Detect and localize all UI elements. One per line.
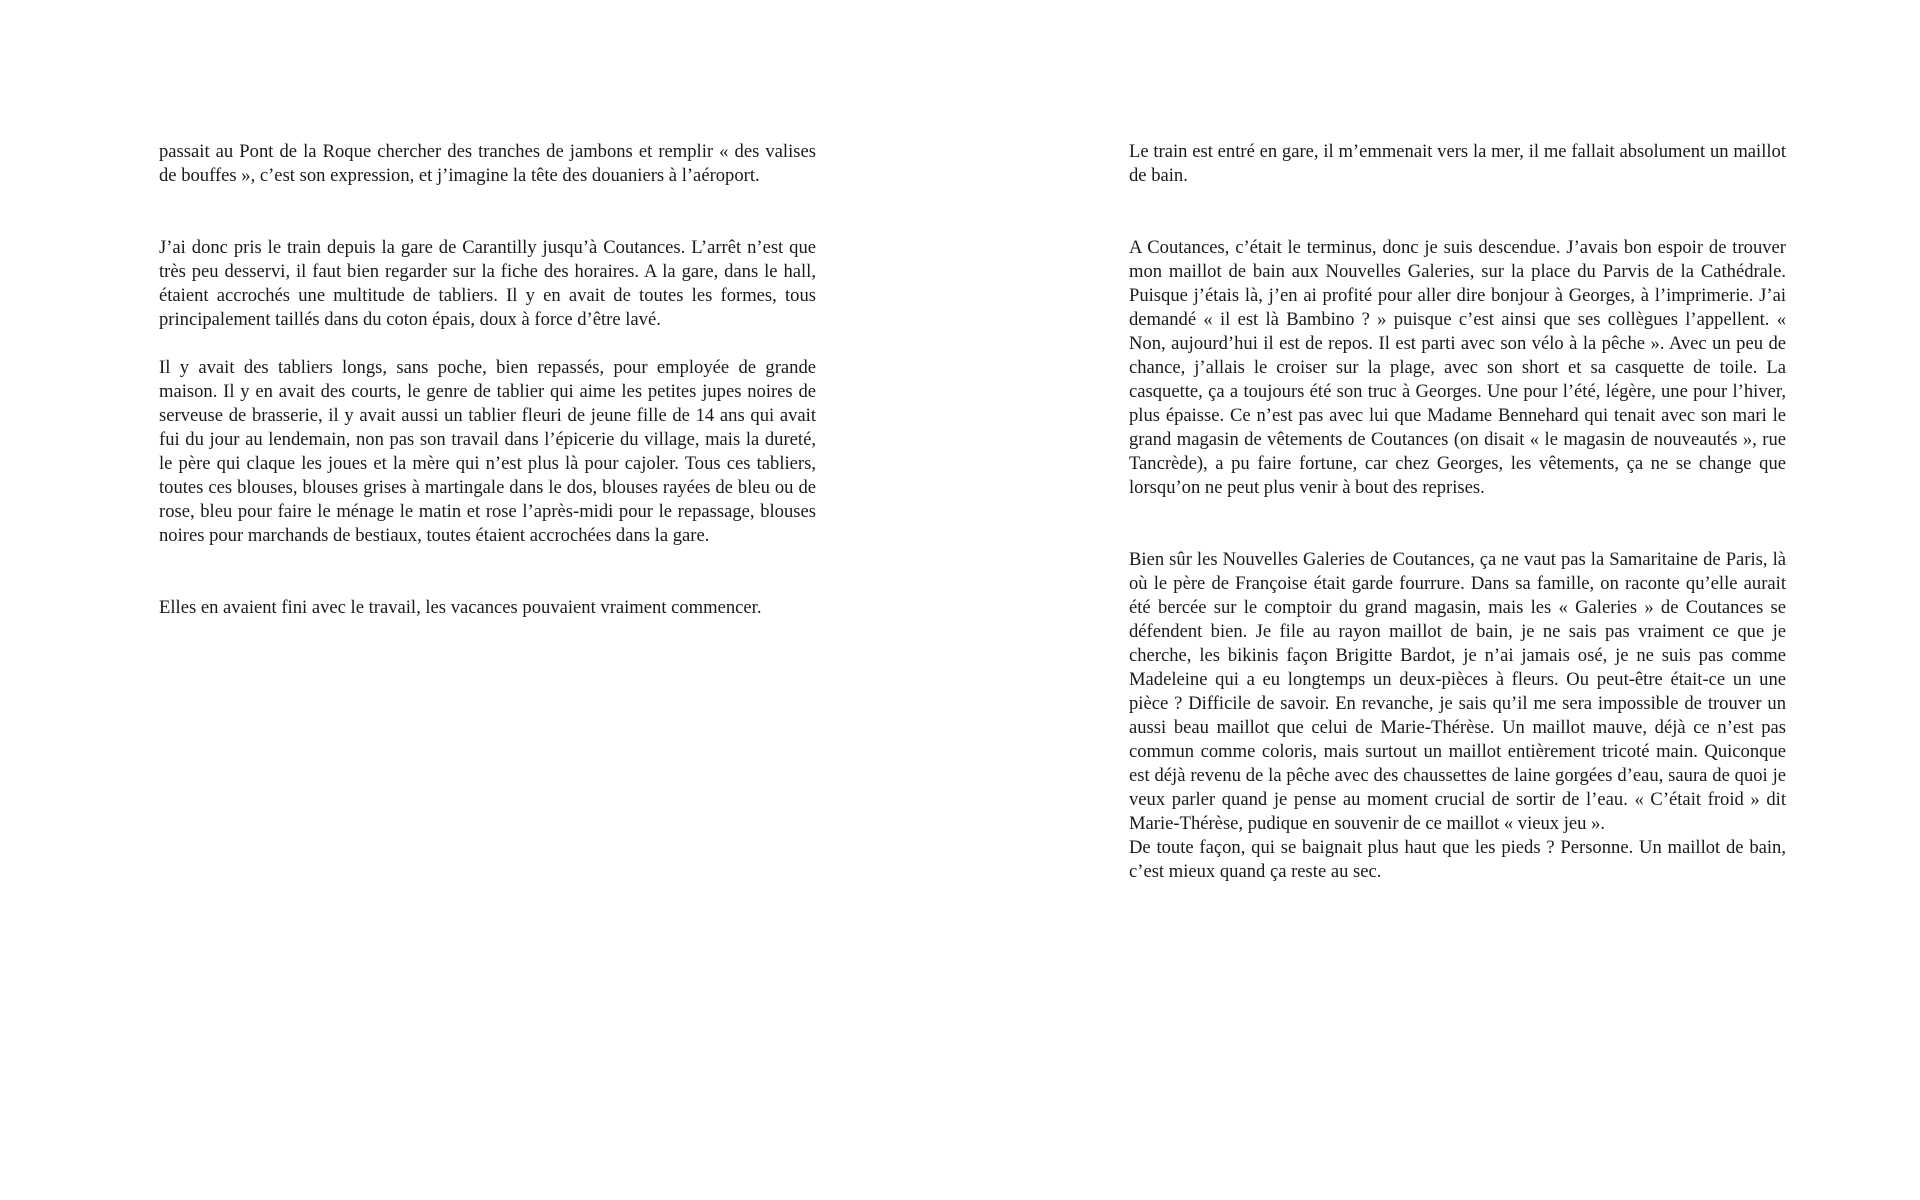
- left-paragraph-4: Elles en avaient fini avec le travail, les vacances pouvaient vraiment commencer.: [159, 597, 762, 618]
- left-paragraph-3: Il y avait des tabliers longs, sans poche, bien repassés, pour employée de grande maison. Il y en avait des courts, le genre de tablier qui aime les petites jupes noires de serveuse de brasserie, il y avait aussi un tablier fleuri de jeune fille de 14 ans qui avait fui du jour au lendemain, non pas son travail dans l’épicerie du village, mais la dureté, le père qui claque les joues et la mère qui n’est plus là pour cajoler. Tous ces tabliers, toutes ces blouses, blouses grises à martingale dans le dos, blouses rayées de bleu ou de rose, bleu pour faire le ménage le matin et rose l’après-midi pour le repassage, blouses noires pour marchands de bestiaux, toutes étaient accrochées dans la gare.: [159, 357, 816, 546]
- right-paragraph-2: A Coutances, c’était le terminus, donc je suis descendue. J’avais bon espoir de trouver mon maillot de bain aux Nouvelles Galeries, sur la place du Parvis de la Cathédrale. Puisque j’étais là, j’en ai profité pour aller dire bonjour à Georges, à l’imprimerie. J’ai demandé « il est là Bambino ? » puisque c’est ainsi que ses collègues l’appellent. « Non, aujourd’hui il est de repos. Il est parti avec son vélo à la pêche ». Avec un peu de chance, j’allais le croiser sur la plage, avec son short et sa casquette de toile. La casquette, ça a toujours été son truc à Georges. Une pour l’été, légère, une pour l’hiver, plus épaisse. Ce n’est pas avec lui que Madame Bennehard qui tenait avec son mari le grand magasin de vêtements de Coutances (on disait « le magasin de nouveautés », rue Tancrède), a pu faire fortune, car chez Georges, les vêtements, ça ne se change que lorsqu’on ne peut plus venir à bout des reprises.: [1129, 237, 1786, 498]
- right-paragraph-4: De toute façon, qui se baignait plus haut que les pieds ? Personne. Un maillot de bain, c’est mieux quand ça reste au sec.: [1129, 837, 1786, 882]
- left-page: [159, 140, 816, 620]
- left-paragraph-2: J’ai donc pris le train depuis la gare de Carantilly jusqu’à Coutances. L’arrêt n’est que très peu desservi, il faut bien regarder sur la fiche des horaires. A la gare, dans le hall, étaient accrochés une multitude de tabliers. Il y en avait de toutes les formes, tous principalement taillés dans du coton épais, doux à force d’être lavé.: [159, 237, 816, 330]
- right-paragraph-1: Le train est entré en gare, il m’emmenait vers la mer, il me fallait absolument un maillot de bain.: [1129, 141, 1786, 186]
- right-page: [1129, 140, 1786, 884]
- left-paragraph-1: passait au Pont de la Roque chercher des tranches de jambons et remplir « des valises de bouffes », c’est son expression, et j’imagine la tête des douaniers à l’aéroport.: [159, 141, 816, 186]
- right-paragraph-3: Bien sûr les Nouvelles Galeries de Coutances, ça ne vaut pas la Samaritaine de Paris, là où le père de Françoise était garde fourrure. Dans sa famille, on raconte qu’elle aurait été bercée sur le comptoir du grand magasin, mais les « Galeries » de Coutances se défendent bien. Je file au rayon maillot de bain, je ne sais pas vraiment ce que je cherche, les bikinis façon Brigitte Bardot, je n’ai jamais osé, je ne suis pas comme Madeleine qui a eu longtemps un deux-pièces à fleurs. Ou peut-être était-ce un une pièce ? Difficile de savoir. En revanche, je sais qu’il me sera impossible de trouver un aussi beau maillot que celui de Marie-Thérèse. Un maillot mauve, déjà ce n’est pas commun comme coloris, mais surtout un maillot entièrement tricoté main. Quiconque est déjà revenu de la pêche avec des chaussettes de laine gorgées d’eau, saura de quoi je veux parler quand je pense au moment crucial de sortir de l’eau. « C’était froid » dit Marie-Thérèse, pudique en souvenir de ce maillot « vieux jeu ».: [1129, 549, 1786, 834]
